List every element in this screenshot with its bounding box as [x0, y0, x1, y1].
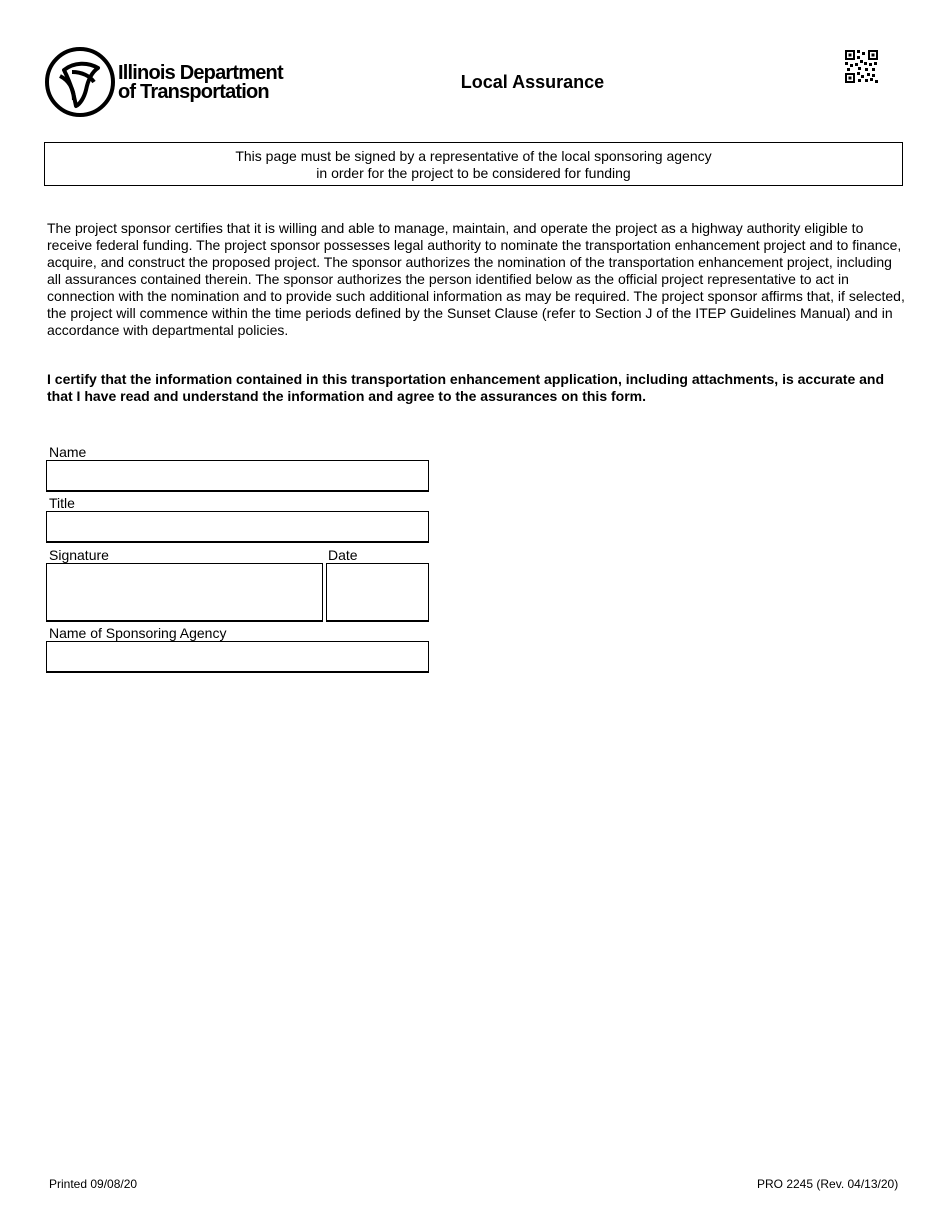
- logo-text-line2: of Transportation: [118, 81, 269, 103]
- qr-code-icon: [845, 50, 878, 83]
- signature-field[interactable]: [46, 563, 323, 622]
- title-label: Title: [49, 495, 75, 511]
- title-field[interactable]: [46, 511, 429, 543]
- date-label: Date: [328, 547, 358, 563]
- signature-label: Signature: [49, 547, 109, 563]
- notice-line2: in order for the project to be considered for funding: [316, 164, 631, 181]
- sponsoring-agency-label: Name of Sponsoring Agency: [49, 625, 227, 641]
- name-field[interactable]: [46, 460, 429, 492]
- idot-trefoil-logo-icon: [44, 46, 116, 118]
- form-number: PRO 2245 (Rev. 04/13/20): [757, 1177, 899, 1191]
- name-label: Name: [49, 444, 87, 460]
- date-field[interactable]: [326, 563, 429, 622]
- signature-notice-box: [44, 142, 903, 186]
- certification-statement: I certify that the information contained in this transportation enhancement application, including attachments, is accurate and that I have read and understand the information and agree to the assurances on this form.: [47, 371, 885, 404]
- idot-logo: [44, 46, 314, 118]
- sponsor-statement: The project sponsor certifies that it is willing and able to manage, maintain, and operate the project as a highway authority eligible to receive federal funding. The project sponsor possesses legal authority to nominate the transportation enhancement project and to finance, acquire, and construct the proposed project. The sponsor authorizes the nomination of the transportation enhancement project, including all assurances contained therein. The sponsor authorizes the person identified below as the official project representative to act in connection with the nomination and to provide such additional information as may be required. The project sponsor affirms that, if selected, the project will commence within the time periods defined by the Sunset Clause (refer to Section J of the ITEP Guidelines Manual) and in accordance with departmental policies.: [47, 220, 905, 338]
- notice-line1: This page must be signed by a representative of the local sponsoring agency: [235, 148, 712, 164]
- sponsoring-agency-field[interactable]: [46, 641, 429, 673]
- logo-text-line1: Illinois Department: [118, 62, 283, 84]
- printed-date: Printed 09/08/20: [49, 1177, 138, 1191]
- page-title: Local Assurance: [460, 72, 605, 92]
